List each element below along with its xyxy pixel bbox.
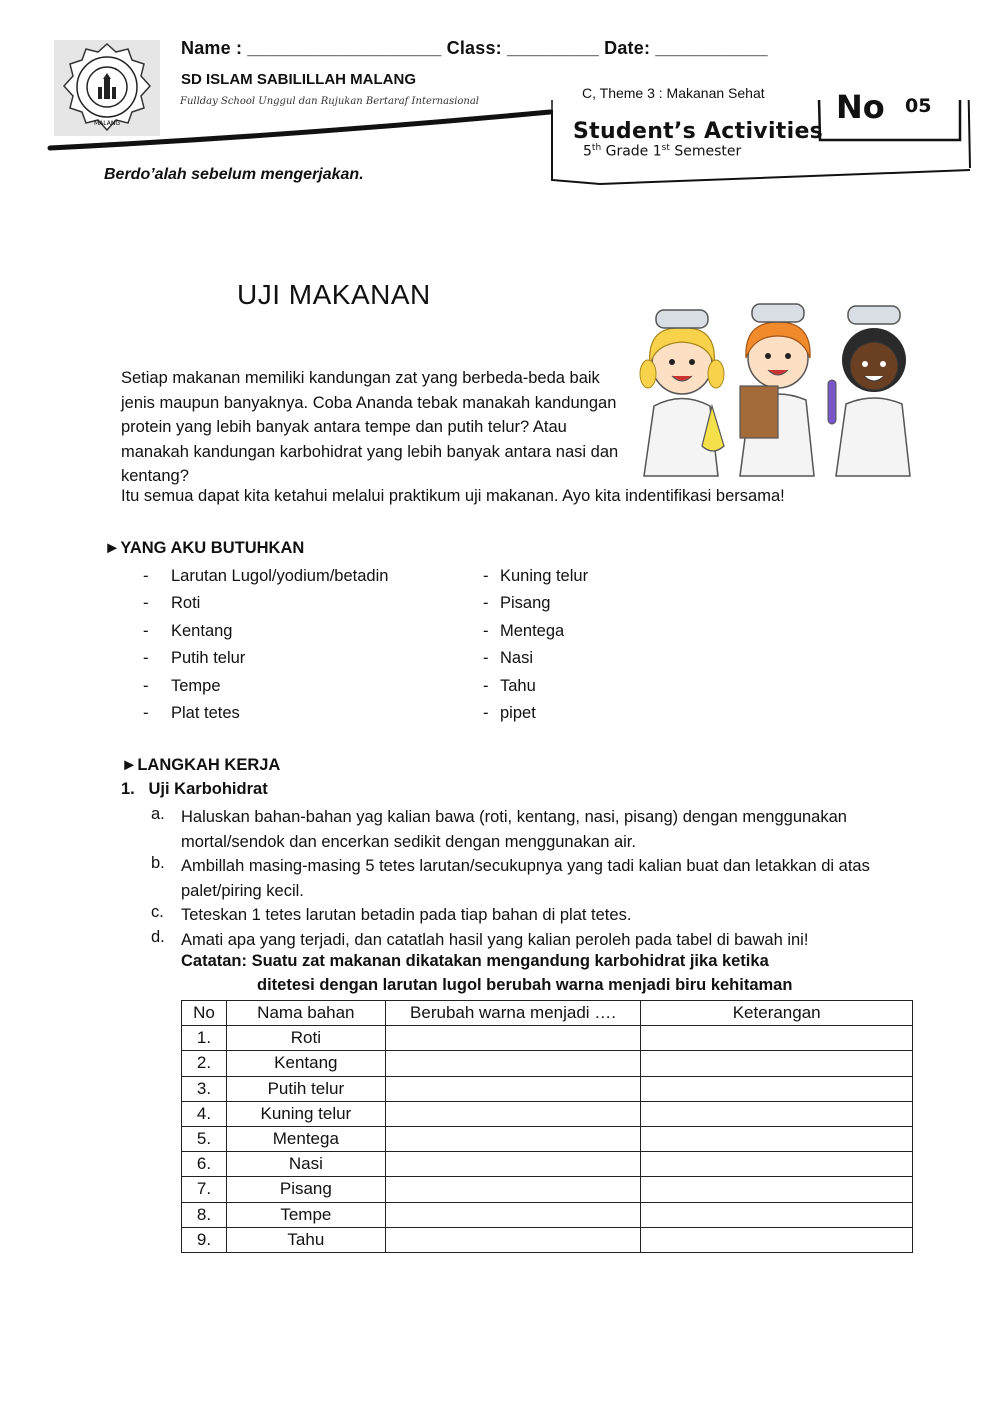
list-item: Tempe — [171, 677, 221, 695]
school-tagline: Fullday School Unggul dan Rujukan Bertaraf Internasional — [180, 96, 480, 107]
grade-semester: 5th Grade 1st Semester — [583, 143, 742, 160]
row-number: 1. — [182, 1026, 227, 1051]
list-bullet: - — [143, 567, 149, 585]
list-item: Mentega — [500, 622, 565, 640]
theme-label: C, Theme 3 : Makanan Sehat — [582, 85, 765, 101]
steps-heading: ►LANGKAH KERJA — [121, 756, 281, 774]
list-bullet: - — [483, 567, 489, 585]
color-cell[interactable] — [385, 1227, 641, 1252]
row-material: Tahu — [226, 1227, 385, 1252]
list-item: Pisang — [500, 594, 551, 612]
table-row — [182, 1101, 913, 1126]
logo-lettering: MALANG — [93, 120, 121, 127]
step-label: b. — [151, 854, 165, 872]
number-label: No — [836, 88, 885, 126]
list-item: Larutan Lugol/yodium/betadin — [171, 567, 389, 585]
table-header: Berubah warna menjadi …. — [385, 1001, 641, 1026]
note-cell[interactable] — [641, 1202, 913, 1227]
note-cell[interactable] — [641, 1101, 913, 1126]
table-row — [182, 1177, 913, 1202]
table-row — [182, 1152, 913, 1177]
note-line-1: Catatan: Suatu zat makanan dikatakan mengandung karbohidrat jika ketika — [181, 952, 769, 970]
row-number: 4. — [182, 1101, 227, 1126]
table-row — [182, 1202, 913, 1227]
number-value: 05 — [905, 95, 932, 117]
row-number: 5. — [182, 1126, 227, 1151]
list-bullet: - — [143, 704, 149, 722]
list-bullet: - — [483, 704, 489, 722]
color-cell[interactable] — [385, 1202, 641, 1227]
list-item: Roti — [171, 594, 201, 612]
list-bullet: - — [483, 649, 489, 667]
row-material: Mentega — [226, 1126, 385, 1151]
row-material: Kuning telur — [226, 1101, 385, 1126]
row-material: Tempe — [226, 1202, 385, 1227]
table-header: No — [182, 1001, 227, 1026]
row-number: 3. — [182, 1076, 227, 1101]
step-text: Haluskan bahan-bahan yag kalian bawa (roti, kentang, nasi, pisang) dengan menggunakan mortal/sendok dan encerkan sedikit dengan menggunakan air. — [181, 808, 847, 851]
prayer-instruction: Berdo’alah sebelum mengerjakan. — [104, 166, 364, 183]
color-cell[interactable] — [385, 1152, 641, 1177]
name-class-date-line: Name : ___________________ Class: _________ Date: ___________ — [181, 38, 768, 58]
list-bullet: - — [143, 649, 149, 667]
table-row — [182, 1026, 913, 1051]
color-cell[interactable] — [385, 1051, 641, 1076]
row-number: 9. — [182, 1227, 227, 1252]
note-cell[interactable] — [641, 1227, 913, 1252]
list-item: Nasi — [500, 649, 534, 667]
list-bullet: - — [143, 677, 149, 695]
row-number: 6. — [182, 1152, 227, 1177]
step-text: Teteskan 1 tetes larutan betadin pada tiap bahan di plat tetes. — [181, 906, 632, 924]
step-text: Amati apa yang terjadi, dan catatlah hasil yang kalian peroleh pada tabel di bawah ini! — [181, 931, 809, 949]
row-material: Nasi — [226, 1152, 385, 1177]
table-header: Keterangan — [641, 1001, 913, 1026]
note-cell[interactable] — [641, 1126, 913, 1151]
list-bullet: - — [483, 677, 489, 695]
table-header: Nama bahan — [226, 1001, 385, 1026]
row-number: 8. — [182, 1202, 227, 1227]
steps-subheading: 1. Uji Karbohidrat — [121, 780, 268, 798]
table-header-row — [182, 1001, 913, 1026]
list-item: pipet — [500, 704, 536, 722]
note-cell[interactable] — [641, 1026, 913, 1051]
row-material: Putih telur — [226, 1076, 385, 1101]
row-material: Kentang — [226, 1051, 385, 1076]
step-label: d. — [151, 928, 165, 946]
results-table — [181, 1000, 913, 1253]
page-title: UJI MAKANAN — [237, 279, 431, 310]
note-line-2: ditetesi dengan larutan lugol berubah warna menjadi biru kehitaman — [257, 976, 793, 994]
list-item: Tahu — [500, 677, 536, 695]
table-row — [182, 1126, 913, 1151]
step-label: a. — [151, 805, 165, 823]
list-item: Putih telur — [171, 649, 246, 667]
row-material: Pisang — [226, 1177, 385, 1202]
school-name: SD ISLAM SABILILLAH MALANG — [181, 71, 416, 88]
list-item: Kuning telur — [500, 567, 589, 585]
color-cell[interactable] — [385, 1177, 641, 1202]
row-number: 2. — [182, 1051, 227, 1076]
color-cell[interactable] — [385, 1101, 641, 1126]
color-cell[interactable] — [385, 1126, 641, 1151]
note-cell[interactable] — [641, 1076, 913, 1101]
kids-scientists-illustration — [632, 296, 920, 480]
note-cell[interactable] — [641, 1177, 913, 1202]
row-number: 7. — [182, 1177, 227, 1202]
row-material: Roti — [226, 1026, 385, 1051]
list-bullet: - — [143, 594, 149, 612]
table-row — [182, 1076, 913, 1101]
activities-title: Student’s Activities — [573, 119, 824, 144]
materials-heading: ►YANG AKU BUTUHKAN — [104, 539, 305, 557]
intro-closing: Itu semua dapat kita ketahui melalui praktikum uji makanan. Ayo kita indentifikasi bersama! — [121, 487, 785, 505]
list-bullet: - — [483, 622, 489, 640]
note-cell[interactable] — [641, 1051, 913, 1076]
list-item: Plat tetes — [171, 704, 240, 722]
step-text: Ambillah masing-masing 5 tetes larutan/secukupnya yang tadi kalian buat dan letakkan di atas palet/piring kecil. — [181, 857, 870, 900]
note-cell[interactable] — [641, 1152, 913, 1177]
list-bullet: - — [143, 622, 149, 640]
table-row — [182, 1051, 913, 1076]
step-label: c. — [151, 903, 164, 921]
list-item: Kentang — [171, 622, 233, 640]
color-cell[interactable] — [385, 1026, 641, 1051]
color-cell[interactable] — [385, 1076, 641, 1101]
intro-paragraph: Setiap makanan memiliki kandungan zat yang berbeda-beda baik jenis maupun banyaknya. Coba Ananda tebak manakah kandungan protein yang lebih banyak antara tempe dan putih telur? Atau manakah kandungan karbohidrat yang lebih banyak antara nasi dan kentang? — [121, 369, 619, 486]
list-bullet: - — [483, 594, 489, 612]
table-row — [182, 1227, 913, 1252]
